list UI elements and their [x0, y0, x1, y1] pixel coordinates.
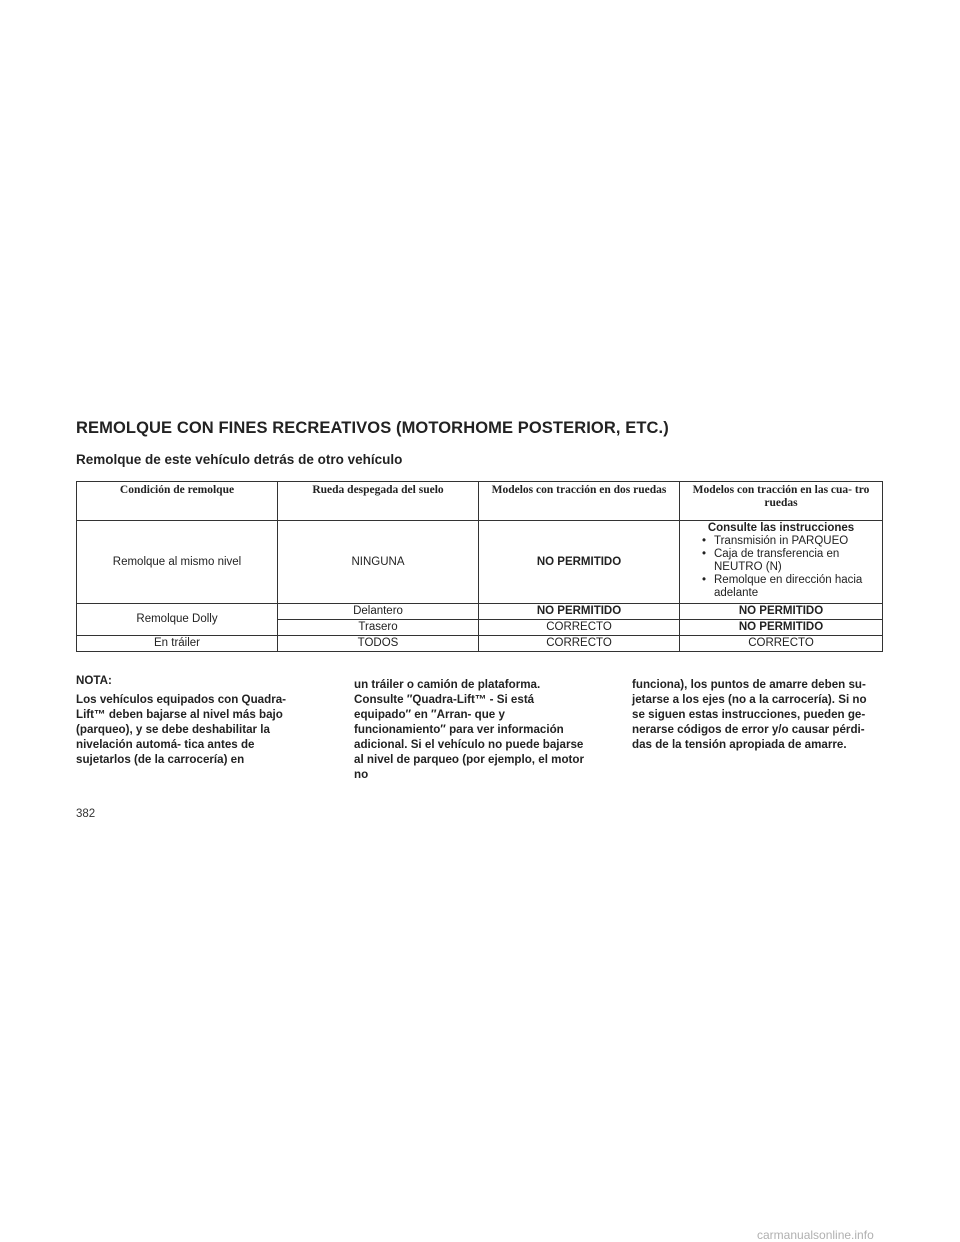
instructions-list [684, 535, 878, 602]
table-row [77, 604, 883, 620]
list-item: • Transmisión in PARQUEO [684, 535, 878, 548]
header-four-wheel-drive: Modelos con tracción en las cua- tro ruedas [680, 482, 883, 521]
cell-wheels-flat: NINGUNA [278, 521, 479, 604]
cell-wheels-dolly-rear: Trasero [278, 620, 479, 636]
cell-two-wd-flat: NO PERMITIDO [479, 521, 680, 604]
cell-wheels-dolly-front: Delantero [278, 604, 479, 620]
watermark: carmanualsonline.info [757, 1228, 874, 1242]
note-text-3: funciona), los puntos de amarre deben su- jetarse a los ejes (no a la carrocería). Si no se siguen estas instrucciones, pueden ge- nerarse códigos de error y/o causar pérdi- das de la tensión apropiada de amarre. [632, 678, 867, 751]
header-condition: Condición de remolque [77, 482, 278, 521]
cell-four-wd-dolly-front: NO PERMITIDO [680, 604, 883, 620]
cell-condition-dolly: Remolque Dolly [77, 604, 278, 636]
header-wheels-off-ground: Rueda despegada del suelo [278, 482, 479, 521]
list-item: • Caja de transferencia en NEUTRO (N) [684, 548, 878, 574]
note-column-1 [76, 673, 311, 767]
table-row [77, 636, 883, 652]
cell-condition-trailer: En tráiler [77, 636, 278, 652]
table-row [77, 521, 883, 604]
section-title: REMOLQUE CON FINES RECREATIVOS (MOTORHOME POSTERIOR, ETC.) [76, 419, 669, 437]
table-header-row [77, 482, 883, 521]
cell-four-wd-flat [680, 521, 883, 604]
cell-two-wd-dolly-rear: CORRECTO [479, 620, 680, 636]
instructions-heading: Consulte las instrucciones [707, 522, 855, 534]
cell-two-wd-trailer: CORRECTO [479, 636, 680, 652]
note-text-2: un tráiler o camión de plataforma. Consulte ″Quadra-Lift™ - Si está equipado″ en ″Arran- que y funcionamiento″ para ver información adicional. Si el vehículo no puede bajarse al nivel de parqueo (por ejemplo, el motor no [354, 678, 584, 781]
subsection-title: Remolque de este vehículo detrás de otro vehículo [76, 452, 403, 467]
cell-condition-flat: Remolque al mismo nivel [77, 521, 278, 604]
cell-two-wd-dolly-front: NO PERMITIDO [479, 604, 680, 620]
page-number: 382 [76, 808, 96, 820]
note-label: NOTA: [76, 674, 112, 687]
list-item: • Remolque en dirección hacia adelante [684, 574, 878, 600]
header-two-wheel-drive: Modelos con tracción en dos ruedas [479, 482, 680, 521]
cell-wheels-trailer: TODOS [278, 636, 479, 652]
towing-table [76, 481, 883, 652]
note-text-1: Los vehículos equipados con Quadra-Lift™ deben bajarse al nivel más bajo (parqueo), y se debe deshabilitar la nivelación automá- tica antes de sujetarlos (de la carrocería) en [76, 693, 287, 766]
cell-four-wd-trailer: CORRECTO [680, 636, 883, 652]
cell-four-wd-dolly-rear: NO PERMITIDO [680, 620, 883, 636]
